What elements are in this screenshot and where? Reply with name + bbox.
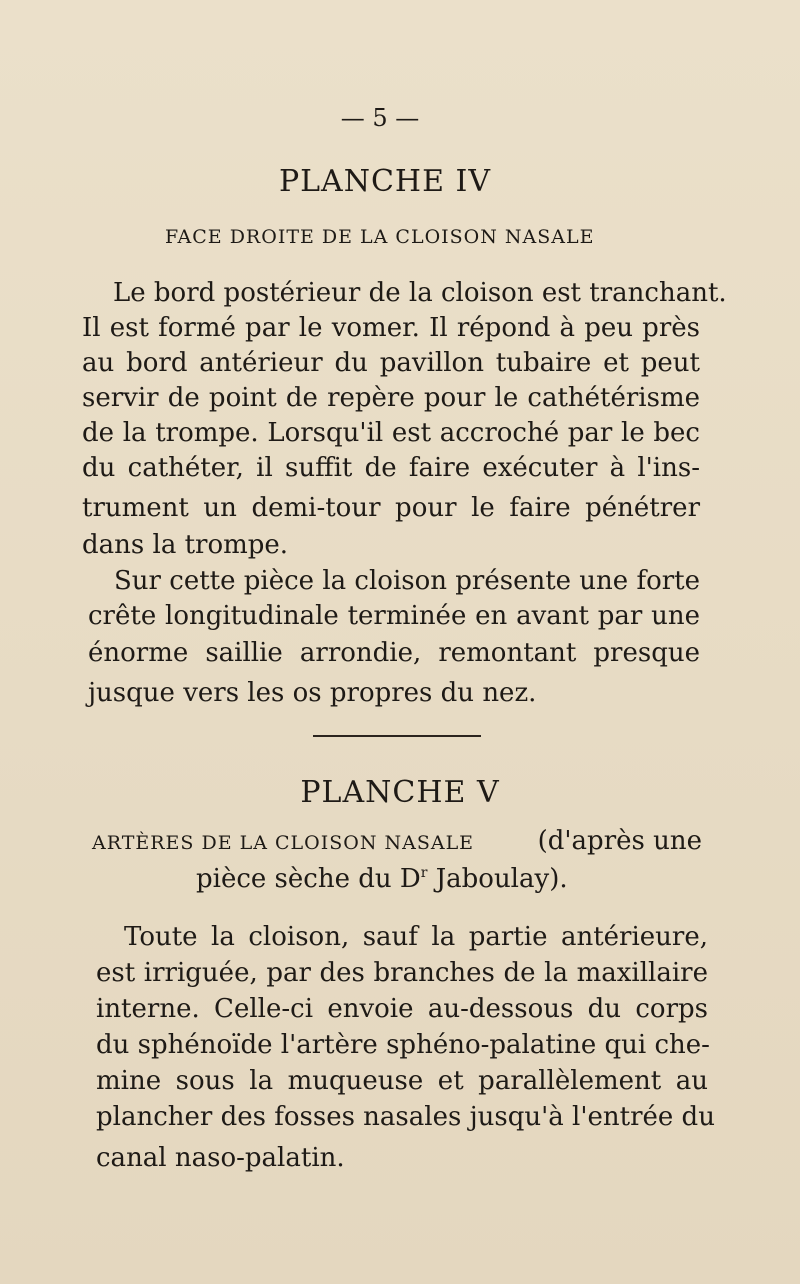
text-line: servir de point de repère pour le cathétérisme: [82, 383, 700, 413]
text-line: du sphénoïde l'artère sphéno-palatine qui che-: [96, 1030, 710, 1060]
plate-v-subtitle-line2: [196, 866, 568, 892]
section-divider: [313, 735, 481, 737]
text-line: plancher des fosses nasales jusqu'à l'entrée du: [96, 1102, 715, 1132]
text-line: crête longitudinale terminée en avant par une: [88, 601, 700, 631]
plate-v-subtitle-superscript: r: [420, 865, 428, 881]
plate-v-subtitle-line2-pre: pièce sèche du D: [196, 864, 421, 894]
text-line: Sur cette pièce la cloison présente une forte: [114, 566, 700, 596]
text-line: du cathéter, il suffit de faire exécuter à l'ins-: [82, 453, 700, 483]
text-line: canal naso-palatin.: [96, 1143, 345, 1173]
plate-iv-subtitle: FACE DROITE DE LA CLOISON NASALE: [165, 226, 595, 248]
text-line: Le bord postérieur de la cloison est tranchant.: [113, 278, 727, 308]
text-line: dans la trompe.: [82, 530, 289, 560]
text-line: est irriguée, par des branches de la maxillaire: [96, 958, 708, 988]
plate-v-subtitle-caps: ARTÈRES DE LA CLOISON NASALE: [92, 832, 475, 854]
plate-v-subtitle-line2-post: Jaboulay).: [427, 864, 568, 894]
plate-v-subtitle-rest: (d'après une: [537, 826, 702, 856]
text-line: Toute la cloison, sauf la partie antérieure,: [124, 922, 708, 952]
text-line: énorme saillie arrondie, remontant presque: [88, 638, 700, 668]
text-line: au bord antérieur du pavillon tubaire et peut: [82, 348, 700, 378]
text-line: interne. Celle-ci envoie au-dessous du corps: [96, 994, 708, 1024]
plate-iv-title: PLANCHE IV: [278, 164, 492, 199]
plate-v-title: PLANCHE V: [300, 775, 500, 810]
text-line: mine sous la muqueuse et parallèlement au: [96, 1066, 708, 1096]
page-number: — 5 —: [340, 104, 420, 132]
text-line: Il est formé par le vomer. Il répond à peu près: [82, 313, 700, 343]
text-line: jusque vers les os propres du nez.: [88, 678, 537, 708]
text-line: trument un demi-tour pour le faire pénétrer: [82, 493, 700, 523]
plate-v-subtitle: [92, 828, 702, 854]
text-line: de la trompe. Lorsqu'il est accroché par le bec: [82, 418, 700, 448]
